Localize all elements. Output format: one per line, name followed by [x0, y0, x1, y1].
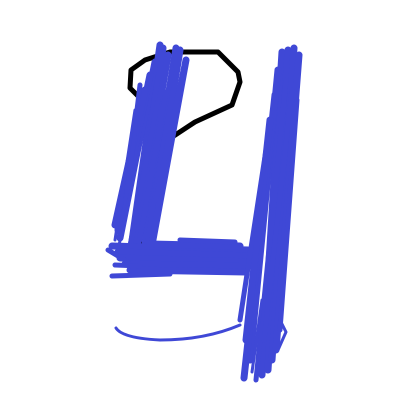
horizontal-scribble-stroke	[112, 274, 170, 276]
horizontal-scribble-stroke	[180, 240, 235, 242]
horizontal-scribble-stroke	[150, 244, 240, 246]
bottom-curve-stroke	[116, 325, 240, 340]
horizontal-scribble-stroke	[125, 264, 250, 266]
horizontal-scribble-stroke	[115, 265, 140, 266]
horizontal-scribble-group	[108, 240, 252, 276]
horizontal-scribble-stroke	[130, 270, 246, 272]
left-scribble-group	[115, 45, 186, 258]
right-scribble-group	[240, 48, 299, 380]
